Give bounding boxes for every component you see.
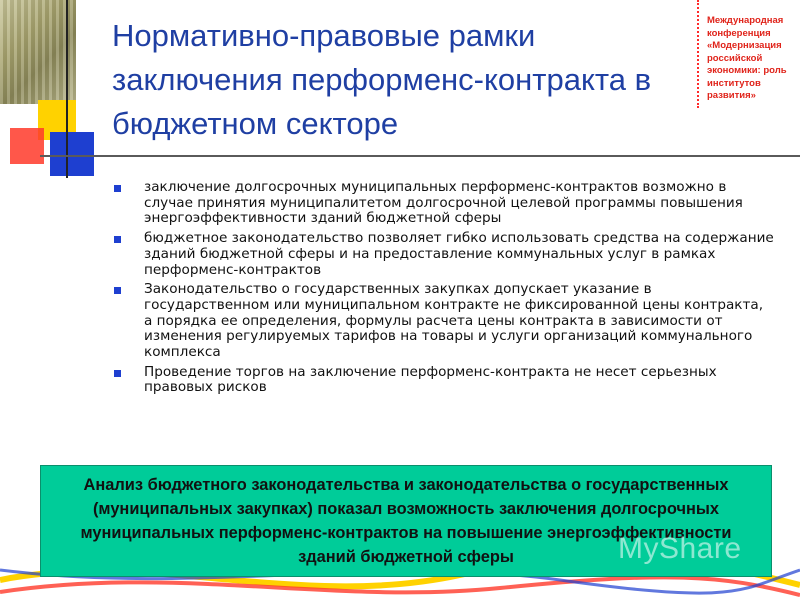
bullet-list [114,180,774,400]
bullet-item [114,180,774,227]
title-underline-rule [40,155,800,157]
bullet-item [114,231,774,278]
vertical-rule [66,0,68,178]
bullet-item [114,282,774,361]
bullet-text: Проведение торгов на заключение перформенс-контракта не несет серьезных правовых рисков [144,363,717,396]
bullet-text: Законодательство о государственных закупках допускает указание в государственном или муниципальном контракте не фиксированной цены контракта, а порядка ее определения, формулы расчета цены контракта в зависимости от изменения регулируемых тарифов на товары и услуги организаций коммунального комплекса [144,281,764,361]
bullet-item [114,365,774,396]
watermark-logo: MyShare [618,532,742,565]
slide-title: Нормативно-правовые рамки заключения перформенс-контракта в бюджетном секторе [112,18,652,141]
square-bullet-icon [114,185,121,192]
dotted-separator [697,0,699,108]
square-bullet-icon [114,287,121,294]
square-bullet-icon [114,370,121,377]
bullet-text: бюджетное законодательство позволяет гибко использовать средства на содержание зданий бюджетной сферы и на предоставление коммунальных услуг в рамках перформенс-контрактов [144,230,774,278]
conclusion-text: Анализ бюджетного законодательства и законодательства о государственных (муниципальных закупках) показал возможность заключения долгосрочных муниципальных перформенс-контрактов на повышение энергоэффективности зданий бюджетной сферы [80,476,732,566]
corner-photo-decoration [0,0,76,104]
red-square-decoration [10,128,44,164]
blue-square-decoration [50,132,94,176]
conference-note: Международная конференция «Модернизация российской экономики: роль институтов развития» [707,15,787,101]
square-bullet-icon [114,236,121,243]
bullet-text: заключение долгосрочных муниципальных перформенс-контрактов возможно в случае принятия муниципалитетом долгосрочной целевой программы повышения энергоэффективности зданий бюджетной сферы [144,179,743,227]
